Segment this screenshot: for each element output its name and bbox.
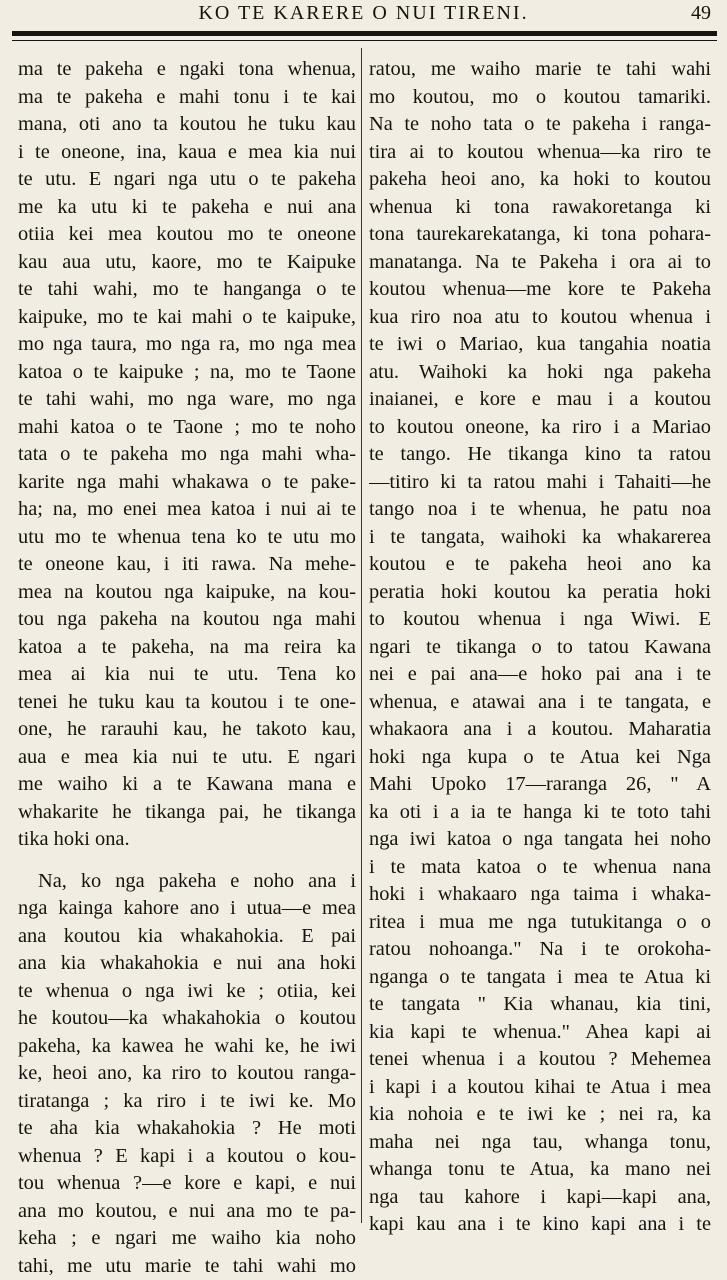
newspaper-title: KO TE KARERE O NUI TIRENI. [0, 2, 727, 25]
text-line: mea ai kia nui te utu. Tena ko [18, 661, 356, 689]
text-line: hoki i whakaaro nga taima i whaka- [369, 881, 711, 909]
text-line: tata o te pakeha mo nga mahi wha- [18, 441, 356, 469]
page-header [0, 0, 727, 30]
text-line: whenua ki tona rawakoretanga ki [369, 194, 711, 222]
text-line: nga kainga kahore ano i utua—e mea [18, 895, 356, 923]
text-line: ratou nohoanga." Na i te orokoha- [369, 936, 711, 964]
text-line: Mahi Upoko 17—raranga 26, " A [369, 771, 711, 799]
text-line: kau aua utu, kaore, mo te Kaipuke [18, 249, 356, 277]
text-line: tona taurekarekatanga, ki tona pohara- [369, 221, 711, 249]
text-line: to koutou whenua i nga Wiwi. E [369, 606, 711, 634]
text-line: mahi katoa o te Taone ; mo te noho [18, 414, 356, 442]
text-line: kia kapi te whenua." Ahea kapi ai [369, 1019, 711, 1047]
text-line: tahi, me utu marie te tahi wahi mo [18, 1253, 356, 1280]
text-line: koutou whenua—me kore te Pakeha [369, 276, 711, 304]
text-line: tira ai to koutou whenua—ka riro te [369, 139, 711, 167]
text-line: tika hoki ona. [18, 826, 356, 854]
text-line: kaipuke, mo te kai mahi o te kaipuke, [18, 304, 356, 332]
text-line: whakarite he tikanga pai, he tikanga [18, 799, 356, 827]
text-line: te utu. E ngari nga utu o te pakeha [18, 166, 356, 194]
text-line: i te tangata, waihoki ka whakarerea [369, 524, 711, 552]
text-line: mana, oti ano ta koutou he tuku kau [18, 111, 356, 139]
text-line: ritea i mua me nga tutukitanga o o [369, 909, 711, 937]
text-line: te tangata " Kia whanau, kia tini, [369, 991, 711, 1019]
text-line: nga iwi katoa o nga tangata hei noho [369, 826, 711, 854]
text-line: i te mata katoa o te whenua nana [369, 854, 711, 882]
text-line: peratia hoki koutou ka peratia hoki [369, 579, 711, 607]
text-line: ratou, me waiho marie te tahi wahi [369, 56, 711, 84]
text-line: te tahi wahi, mo te hanganga o te [18, 276, 356, 304]
text-line: tiratanga ; ka riro i te iwi ke. Mo [18, 1088, 356, 1116]
text-line: ha; na, mo enei mea katoa i nui ai te [18, 496, 356, 524]
column-divider [361, 48, 362, 1223]
paragraph-gap [18, 854, 356, 868]
text-line: tenei whenua i a koutou ? Mehemea [369, 1046, 711, 1074]
text-line: te aha kia whakahokia ? He moti [18, 1115, 356, 1143]
text-line: ngari te tikanga o to tatou Kawana [369, 634, 711, 662]
text-line: ana mo koutou, e nui ana mo te pa- [18, 1198, 356, 1226]
left-column [18, 56, 356, 1280]
text-line: te tahi wahi, mo nga ware, mo nga [18, 386, 356, 414]
paragraph-1 [18, 56, 356, 854]
text-line: i te oneone, ina, kaua e mea kia nui [18, 139, 356, 167]
text-line: whakaora ana i a koutou. Maharatia [369, 716, 711, 744]
text-line: maha nei nga tau, whanga tonu, [369, 1129, 711, 1157]
text-line: te oneone kau, i iti rawa. Na mehe- [18, 551, 356, 579]
text-line: nganga o te tangata i mea te Atua ki [369, 964, 711, 992]
text-line: manatanga. Na te Pakeha i ora ai to [369, 249, 711, 277]
text-line: te whenua o nga iwi ke ; otiia, kei [18, 978, 356, 1006]
text-line: aua e mea kia nui te utu. E ngari [18, 744, 356, 772]
text-line: mo nga taura, mo nga ra, mo nga mea [18, 331, 356, 359]
text-line: whenua, e atawai ana i te tangata, e [369, 689, 711, 717]
header-rule-thick [12, 31, 717, 36]
text-line: katoa o te kaipuke ; na, mo te Taone [18, 359, 356, 387]
text-line: katoa a te pakeha, na ma reira ka [18, 634, 356, 662]
text-line: inaianei, e kore e mau i a koutou [369, 386, 711, 414]
text-line: te tango. He tikanga kino ta ratou [369, 441, 711, 469]
text-line: keha ; e ngari me waiho kia noho [18, 1225, 356, 1253]
text-line: atu. Waihoki ka hoki nga pakeha [369, 359, 711, 387]
text-line: he koutou—ka whakahokia o koutou [18, 1005, 356, 1033]
text-line: nei e pai ana—e hoko pai ana i te [369, 661, 711, 689]
text-line: utu mo te whenua tena ko te utu mo [18, 524, 356, 552]
text-line: to koutou oneone, ka riro i a Mariao [369, 414, 711, 442]
text-line: me ka utu ki te pakeha e nui ana [18, 194, 356, 222]
text-line: kapi kau ana i te kino kapi ana i te [369, 1211, 711, 1239]
text-line: one, he rarauhi kau, he takoto kau, [18, 716, 356, 744]
text-line: Na te noho tata o te pakeha i ranga- [369, 111, 711, 139]
right-column [369, 56, 711, 1239]
text-line: whanga tonu te Atua, ka mano nei [369, 1156, 711, 1184]
paragraph-2 [18, 868, 356, 1280]
text-line: karite nga mahi whakawa o te pake- [18, 469, 356, 497]
text-line: Na, ko nga pakeha e noho ana i [18, 868, 356, 896]
text-line: ke, heoi ano, ka riro to koutou ranga- [18, 1060, 356, 1088]
text-line: pakeha, ka kawea he wahi ke, he iwi [18, 1033, 356, 1061]
paragraph-3 [369, 56, 711, 1239]
text-line: —titiro ki ta ratou mahi i Tahaiti—he [369, 469, 711, 497]
text-line: ma te pakeha e ngaki tona whenua, [18, 56, 356, 84]
text-line: kua riro noa atu to koutou whenua i [369, 304, 711, 332]
text-line: tango noa i te whenua, he patu noa [369, 496, 711, 524]
text-line: tenei he tuku kau ta koutou i te one- [18, 689, 356, 717]
text-line: me waiho ki a te Kawana mana e [18, 771, 356, 799]
text-line: tou nga pakeha na koutou nga mahi [18, 606, 356, 634]
text-line: otiia kei mea koutou mo te oneone [18, 221, 356, 249]
text-line: te iwi o Mariao, kua tangahia noatia [369, 331, 711, 359]
text-line: ka oti i a ia te hanga ki te toto tahi [369, 799, 711, 827]
text-line: koutou e te pakeha heoi ano ka [369, 551, 711, 579]
text-line: ma te pakeha e mahi tonu i te kai [18, 84, 356, 112]
text-line: nga tau kahore i kapi—kapi ana, [369, 1184, 711, 1212]
text-line: ana koutou kia whakahokia. E pai [18, 923, 356, 951]
text-line: kia nohoia e te iwi ke ; nei ra, ka [369, 1101, 711, 1129]
text-line: tou whenua ?—e kore e kapi, e nui [18, 1170, 356, 1198]
text-line: ana kia whakahokia e nui ana hoki [18, 950, 356, 978]
text-line: mo koutou, mo o koutou tamariki. [369, 84, 711, 112]
header-rule-thin [12, 40, 717, 41]
text-line: whenua ? E kapi i a koutou o kou- [18, 1143, 356, 1171]
text-line: mea na koutou nga kaipuke, na kou- [18, 579, 356, 607]
text-line: pakeha heoi ano, ka hoki to koutou [369, 166, 711, 194]
text-line: hoki nga kupa o te Atua kei Nga [369, 744, 711, 772]
page-number: 49 [691, 2, 711, 25]
text-line: i kapi i a koutou kihai te Atua i mea [369, 1074, 711, 1102]
